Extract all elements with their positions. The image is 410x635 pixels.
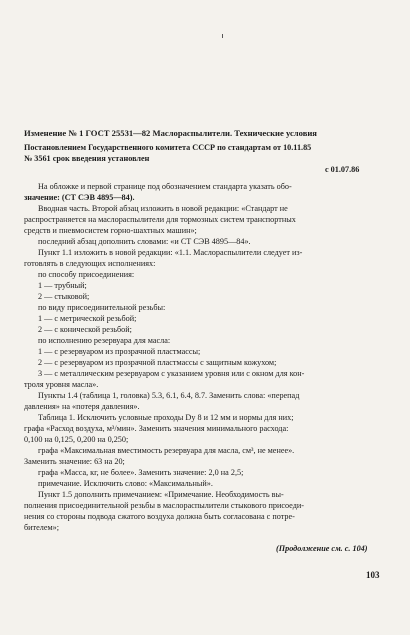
body-line: Заменить значение: 63 на 20;	[24, 457, 125, 466]
body-line: Пункт 1.5 дополнить примечанием: «Примечание. Необходимость вы-	[38, 490, 284, 499]
amendment-title: Изменение № 1 ГОСТ 25531—82 Маслораспылители. Технические условия	[24, 128, 317, 138]
body-line: 2 — стыковой;	[38, 292, 90, 301]
page-number: 103	[366, 570, 380, 580]
body-line: бителем»;	[24, 523, 60, 532]
body-line: троля уровня масла».	[24, 380, 99, 389]
body-line: 1 — с резервуаром из прозрачной пластмассы;	[38, 347, 201, 356]
decree-line-2: № 3561 срок введения установлен	[24, 154, 150, 163]
body-line: по исполнению резервуара для масла:	[38, 336, 171, 345]
body-line: давления» на «потеря давления».	[24, 402, 140, 411]
body-line: 2 — с резервуаром из прозрачной пластмассы с защитным кожухом;	[38, 358, 277, 367]
body-line: 0,100 на 0,125, 0,200 на 0,250;	[24, 435, 129, 444]
body-line: последний абзац дополнить словами: «и СТ СЭВ 4895—84».	[38, 237, 251, 246]
body-line: по виду присоединительной резьбы:	[38, 303, 166, 312]
body-line: Пункты 1.4 (таблица 1, головка) 5.3, 6.1, 6.4, 8.7. Заменить слова: «перепад	[38, 391, 300, 400]
body-line: значение: (СТ СЭВ 4895—84).	[24, 193, 135, 202]
continuation-note: (Продолжение см. с. 104)	[276, 544, 368, 553]
body-line: по способу присоединения:	[38, 270, 135, 279]
body-line: полнения присоединительной резьбы в маслораспылители стыкового присоеди-	[24, 501, 304, 510]
body-line: 1 — трубный;	[38, 281, 87, 290]
body-line: Вводная часть. Второй абзац изложить в новой редакции: «Стандарт не	[38, 204, 288, 213]
decree-line-1: Постановлением Государственного комитета СССР по стандартам от 10.11.85	[24, 143, 312, 152]
effective-date: с 01.07.86	[325, 165, 360, 174]
header-rule	[222, 34, 223, 38]
body-line: примечание. Исключить слово: «Максимальный».	[38, 479, 213, 488]
body-line: графа «Расход воздуха, м³/мин». Заменить значения минимального расхода:	[24, 424, 289, 433]
body-line: Пункт 1.1 изложить в новой редакции: «1.1. Маслораспылители следует из-	[38, 248, 303, 257]
body-line: средств и пневмосистем горно-шахтных машин»;	[24, 226, 197, 235]
body-line: 2 — с конической резьбой;	[38, 325, 132, 334]
body-line: распространяется на маслораспылители для тормозных систем транспортных	[24, 215, 296, 224]
body-line: готовлять в следующих исполнениях:	[24, 259, 156, 268]
body-line: графа «Максимальная вместимость резервуара для масла, см³, не менее».	[38, 446, 295, 455]
body-line: нения со стороны подвода сжатого воздуха должна быть согласована с потре-	[24, 512, 295, 521]
body-line: графа «Масса, кг, не более». Заменить значение: 2,0 на 2,5;	[38, 468, 244, 477]
body-line: Таблица 1. Исключить условные проходы Dу 8 и 12 мм и нормы для них;	[38, 413, 294, 422]
body-line: 1 — с метрической резьбой;	[38, 314, 137, 323]
body-line: 3 — с металлическим резервуаром с указанием уровня или с окном для кон-	[38, 369, 305, 378]
body-line: На обложке и первой странице под обозначением стандарта указать обо-	[38, 182, 292, 191]
